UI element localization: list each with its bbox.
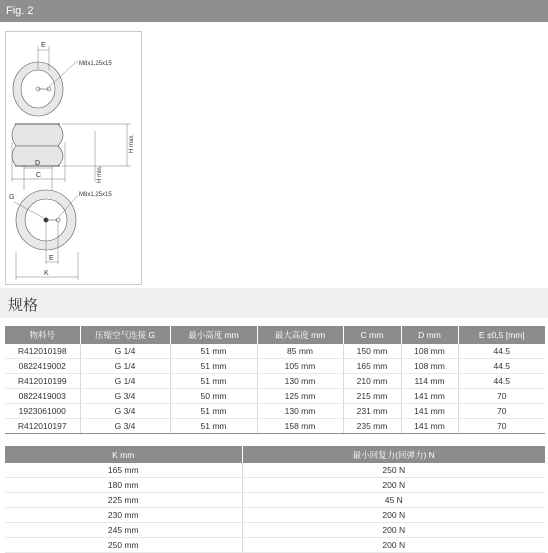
table-row [5,508,545,523]
table-cell: R412010197 [5,419,80,434]
table-cell: 44.5 [458,359,545,374]
table-cell: 51 mm [170,344,257,359]
table-cell: 114 mm [401,374,458,389]
force-table [5,446,545,553]
force-table-header-row [5,446,545,463]
table-cell: 0822419003 [5,389,80,404]
table-row [5,419,545,434]
table-cell: 70 [458,419,545,434]
table-cell: 215 mm [343,389,401,404]
table-row [5,478,545,493]
table-cell: 130 mm [257,404,343,419]
table-cell: 200 N [242,538,545,553]
table-cell: 250 N [242,463,545,478]
spec-table-header-row [5,326,545,344]
spec-table [5,326,545,434]
table-cell: 141 mm [401,404,458,419]
label-thread-top: M8x1,25x15 [79,61,112,67]
table-cell: 210 mm [343,374,401,389]
table-cell: 0822419002 [5,359,80,374]
label-e-top: E [41,42,46,49]
table-cell: G 1/4 [80,344,170,359]
table-cell: 105 mm [257,359,343,374]
table-cell: 245 mm [5,523,242,538]
table-cell: G 1/4 [80,359,170,374]
figure-caption: Fig. 2 [6,5,34,17]
table-row [5,374,545,389]
table-cell: 1923061000 [5,404,80,419]
table-row [5,538,545,553]
table-cell: 70 [458,404,545,419]
table-cell: R412010198 [5,344,80,359]
label-thread-bottom: M8x1,25x15 [79,192,112,198]
col-header-k: K mm [5,446,242,463]
table-cell: 125 mm [257,389,343,404]
technical-drawing [5,31,142,285]
table-cell: 235 mm [343,419,401,434]
table-row [5,404,545,419]
table-cell: 51 mm [170,374,257,389]
table-cell: G 3/4 [80,389,170,404]
table-cell: 150 mm [343,344,401,359]
section-header [0,288,548,318]
table-cell: R412010199 [5,374,80,389]
table-cell: 200 N [242,478,545,493]
col-header-material-no: 物料号 [5,326,80,344]
col-header-max-height: 最大高度 mm [257,326,343,344]
table-cell: 44.5 [458,374,545,389]
table-cell: 180 mm [5,478,242,493]
col-header-c: C mm [343,326,401,344]
table-row [5,389,545,404]
table-row [5,493,545,508]
label-d: D [35,160,41,167]
table-cell: 45 N [242,493,545,508]
table-cell: 51 mm [170,419,257,434]
figure-caption-bar [0,0,548,22]
label-g: G [9,194,15,201]
table-cell: 70 [458,389,545,404]
table-cell: 51 mm [170,404,257,419]
section-title: 规格 [8,297,39,314]
table-cell: G 3/4 [80,404,170,419]
table-cell: 130 mm [257,374,343,389]
label-c: C [36,172,42,179]
table-cell: 158 mm [257,419,343,434]
col-header-min-restoring-force: 最小回复力(回弹力) N [242,446,545,463]
col-header-air-connection: 压缩空气连接 G [80,326,170,344]
table-cell: 230 mm [5,508,242,523]
table-cell: 165 mm [5,463,242,478]
table-cell: 231 mm [343,404,401,419]
table-row [5,523,545,538]
table-cell: G 3/4 [80,419,170,434]
table-cell: 225 mm [5,493,242,508]
label-h-min: H min. [97,165,103,183]
col-header-d: D mm [401,326,458,344]
table-cell: G 1/4 [80,374,170,389]
col-header-e: E ±0,5 [mm] [458,326,545,344]
table-cell: 141 mm [401,419,458,434]
table-cell: 108 mm [401,359,458,374]
table-cell: 200 N [242,508,545,523]
table-cell: 85 mm [257,344,343,359]
label-k: K [44,270,49,277]
table-cell: 165 mm [343,359,401,374]
label-h-max: H max. [129,133,135,153]
technical-drawing-svg [6,32,141,284]
table-cell: 44.5 [458,344,545,359]
table-row [5,463,545,478]
col-header-min-height: 最小高度 mm [170,326,257,344]
table-cell: 108 mm [401,344,458,359]
table-cell: 51 mm [170,359,257,374]
table-cell: 50 mm [170,389,257,404]
table-cell: 141 mm [401,389,458,404]
label-e-bottom: E [49,255,54,262]
table-row [5,344,545,359]
table-cell: 250 mm [5,538,242,553]
table-cell: 200 N [242,523,545,538]
table-row [5,359,545,374]
